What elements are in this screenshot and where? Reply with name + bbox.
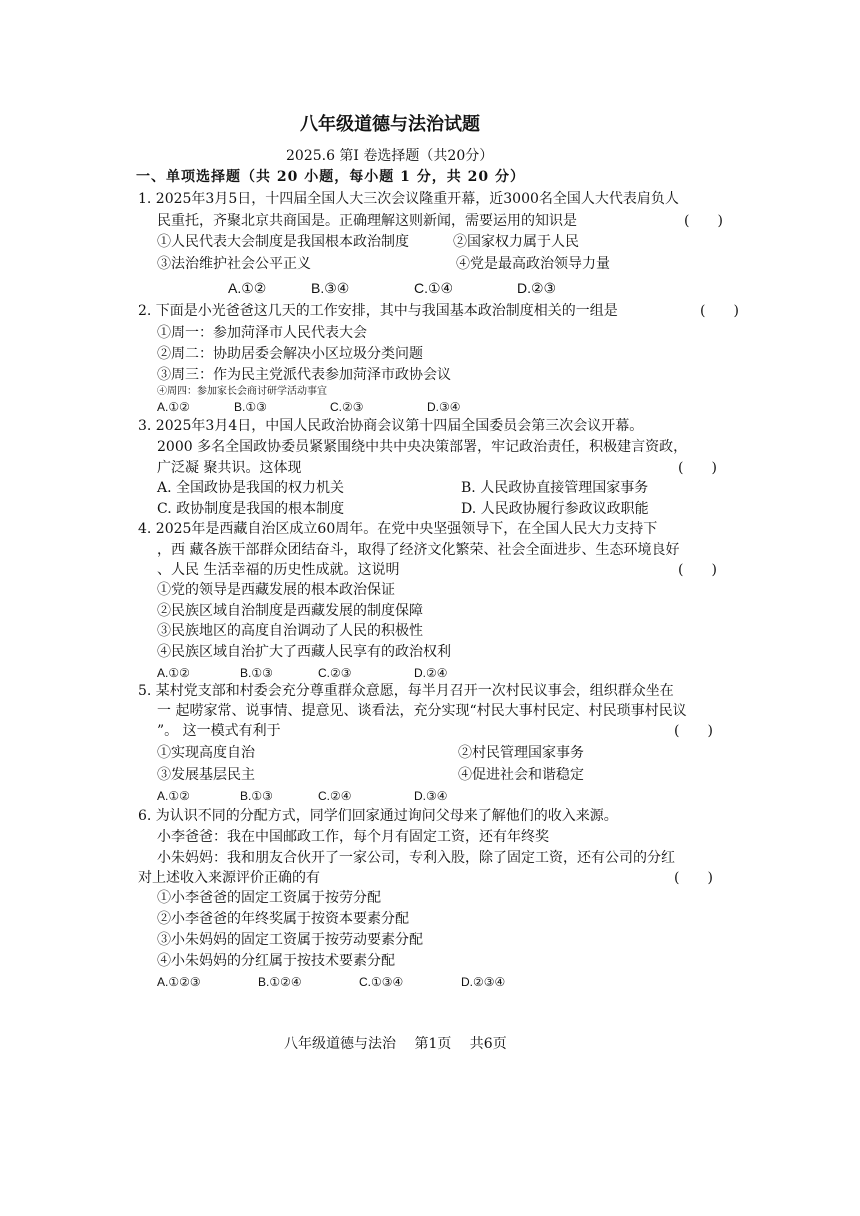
option-a: A.①② xyxy=(157,789,190,803)
question-text: 3. 2025年3月4日，中国人民政治协商会议第十四届全国委员会第三次会议开幕。 xyxy=(138,418,644,434)
option-c: C.①④ xyxy=(414,280,454,296)
statement-item: ②国家权力属于人民 xyxy=(453,234,579,250)
option-d: D.②③ xyxy=(517,280,557,296)
answer-blank: ( ) xyxy=(674,723,713,739)
question-text: 5. 某村党支部和村委会充分尊重群众意愿，每半月召开一次村民议事会，组织群众坐在 xyxy=(138,683,674,699)
question-text: 4. 2025年是西藏自治区成立60周年。在党中央坚强领导下，在全国人民大力支持下 xyxy=(138,521,658,537)
question-text: 民重托，齐聚北京共商国是。正确理解这则新闻，需要运用的知识是 xyxy=(157,213,577,229)
page-footer: 八年级道德与法治 第1页 共6页 xyxy=(284,1036,507,1052)
question-text: 小李爸爸：我在中国邮政工作，每个月有固定工资，还有年终奖 xyxy=(157,829,549,845)
statement-item: ④周四：参加家长会商讨研学活动事宜 xyxy=(157,386,327,397)
option-c: C.②③ xyxy=(318,666,352,680)
question-text: 1. 2025年3月5日，十四届全国人大三次会议隆重开幕，近3000名全国人大代表肩负人 xyxy=(138,191,679,207)
statement-item: ③周三：作为民主党派代表参加菏泽市政协会议 xyxy=(157,367,451,383)
statement-item: ②村民管理国家事务 xyxy=(458,745,584,761)
statement-item: ①党的领导是西藏发展的根本政治保证 xyxy=(157,582,395,598)
option-c: C. 政协制度是我国的根本制度 xyxy=(157,501,345,517)
option-d: D.②③④ xyxy=(461,975,506,989)
statement-item: ②小李爸爸的年终奖属于按资本要素分配 xyxy=(157,911,409,927)
option-a: A.①② xyxy=(228,280,267,296)
statement-item: ③发展基层民主 xyxy=(157,767,255,783)
answer-blank: ( ) xyxy=(678,562,717,578)
page-title: 八年级道德与法治试题 xyxy=(300,114,480,135)
option-b: B.③④ xyxy=(311,280,350,296)
answer-blank: ( ) xyxy=(678,460,717,476)
question-text: 2. 下面是小光爸爸这几天的工作安排，其中与我国基本政治制度相关的一组是 xyxy=(138,303,618,319)
question-text: 6. 为认识不同的分配方式，同学们回家通过询问父母来了解他们的收入来源。 xyxy=(138,808,618,824)
option-a: A.①② xyxy=(157,400,190,414)
statement-item: ①实现高度自治 xyxy=(157,745,255,761)
option-a: A.①② xyxy=(157,666,190,680)
option-a: A.①②③ xyxy=(157,975,201,989)
option-c: C.①③④ xyxy=(359,975,404,989)
option-c: C.②③ xyxy=(330,400,364,414)
answer-blank: ( ) xyxy=(700,303,739,319)
statement-item: ③民族地区的高度自治调动了人民的积极性 xyxy=(157,623,423,639)
option-d: D.②④ xyxy=(414,666,448,680)
question-text: 广泛凝 聚共识。这体现 xyxy=(157,460,302,476)
statement-item: ④党是最高政治领导力量 xyxy=(456,256,610,272)
answer-blank: ( ) xyxy=(684,213,723,229)
statement-item: ②周二：协助居委会解决小区垃圾分类问题 xyxy=(157,346,423,362)
question-text: ，西 藏各族干部群众团结奋斗，取得了经济文化繁荣、社会全面进步、生态环境良好 xyxy=(157,542,680,558)
option-c: C.②④ xyxy=(318,789,352,803)
option-b: B.①③ xyxy=(240,789,273,803)
statement-item: ①周一：参加菏泽市人民代表大会 xyxy=(157,325,367,341)
statement-item: ①小李爸爸的固定工资属于按劳分配 xyxy=(157,890,381,906)
statement-item: ③法治维护社会公平正义 xyxy=(157,256,311,272)
statement-item: ④小朱妈妈的分红属于按技术要素分配 xyxy=(157,953,395,969)
question-text: 一 起唠家常、说事情、提意见、谈看法，充分实现“村民大事村民定、村民琐事村民议 xyxy=(157,703,687,719)
statement-item: ③小朱妈妈的固定工资属于按劳动要素分配 xyxy=(157,932,423,948)
statement-item: ④民族区域自治扩大了西藏人民享有的政治权利 xyxy=(157,644,451,660)
option-b: B. 人民政协直接管理国家事务 xyxy=(461,480,649,496)
question-text: 小朱妈妈：我和朋友合伙开了一家公司，专利入股，除了固定工资，还有公司的分红 xyxy=(157,850,675,866)
paper-subtitle: 2025.6 第Ⅰ 卷选择题（共20分） xyxy=(286,148,494,164)
section-header: 一、单项选择题（共 20 小题，每小题 1 分，共 20 分） xyxy=(136,169,525,185)
question-text: 对上述收入来源评价正确的有 xyxy=(138,870,320,886)
option-d: D.③④ xyxy=(414,789,448,803)
option-b: B.①③ xyxy=(240,666,273,680)
option-b: B.①③ xyxy=(234,400,267,414)
answer-blank: ( ) xyxy=(674,870,713,886)
question-text: ”。 这一模式有利于 xyxy=(157,723,281,739)
question-text: 、人民 生活幸福的历史性成就。这说明 xyxy=(157,562,400,578)
option-b: B.①②④ xyxy=(258,975,302,989)
statement-item: ④促进社会和谐稳定 xyxy=(458,767,584,783)
statement-item: ①人民代表大会制度是我国根本政治制度 xyxy=(157,234,409,250)
question-text: 2000 多名全国政协委员紧紧围绕中共中央决策部署，牢记政治责任，积极建言资政， xyxy=(157,439,688,455)
statement-item: ②民族区域自治制度是西藏发展的制度保障 xyxy=(157,603,423,619)
option-a: A. 全国政协是我国的权力机关 xyxy=(157,480,345,496)
option-d: D.③④ xyxy=(427,400,461,414)
option-d: D. 人民政协履行参政议政职能 xyxy=(461,501,649,517)
